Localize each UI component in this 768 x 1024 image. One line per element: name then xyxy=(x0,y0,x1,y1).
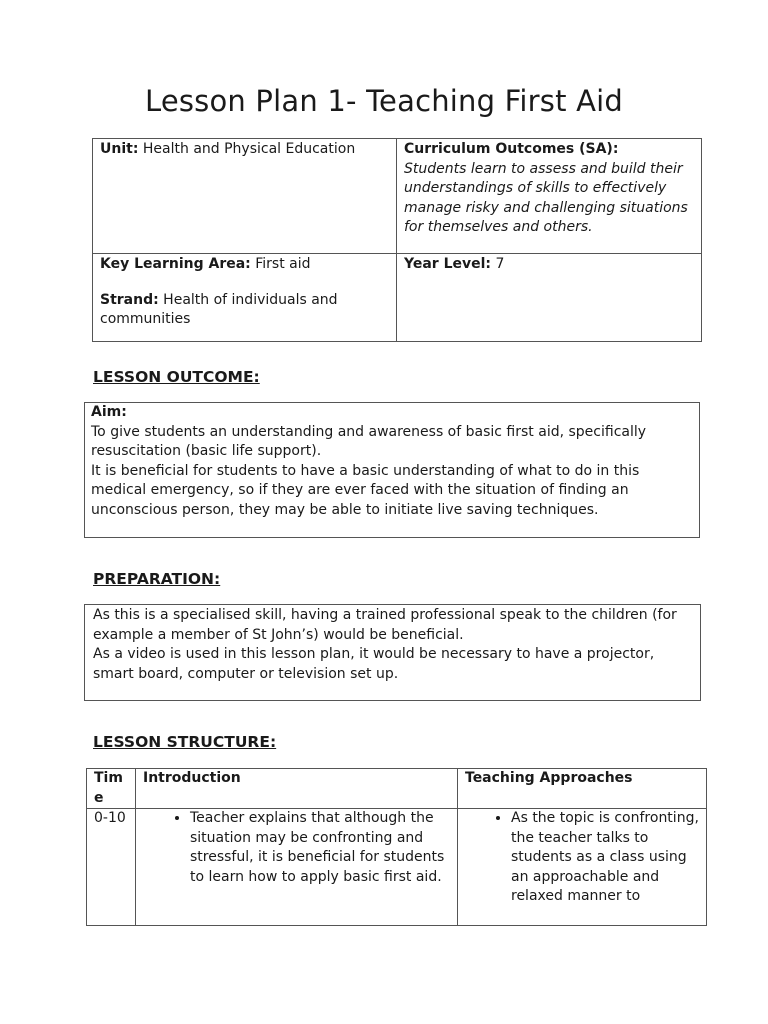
table-row xyxy=(87,809,707,926)
list-item: • As the topic is confronting, the teacher talks to students as a class using an approachable and relaxed manner to xyxy=(511,809,699,907)
aim-text-1: To give students an understanding and awareness of basic first aid, specifically resuscitation (basic life support). xyxy=(91,423,647,459)
preparation-text-1: As this is a specialised skill, having a trained professional speak to the children (for example a member of St John’s) would be beneficial. xyxy=(93,607,677,643)
row-time: 0-10 xyxy=(87,809,136,926)
curriculum-cell xyxy=(397,139,702,254)
lesson-structure-table xyxy=(86,768,707,926)
aim-box xyxy=(84,402,700,538)
preparation-heading: PREPARATION: xyxy=(93,570,221,588)
kla-cell xyxy=(93,254,397,342)
curriculum-value: Students learn to assess and build their understandings of skills to effectively manage risky and challenging situations for themselves and others. xyxy=(404,160,688,235)
preparation-box xyxy=(84,604,701,701)
unit-label: Unit: xyxy=(100,141,139,157)
info-row-kla xyxy=(93,254,702,342)
lesson-structure-heading: LESSON STRUCTURE: xyxy=(93,733,277,751)
year-label: Year Level: xyxy=(404,256,492,272)
lesson-outcome-heading: LESSON OUTCOME: xyxy=(93,368,260,386)
kla-label: Key Learning Area: xyxy=(100,256,251,272)
strand-label: Strand: xyxy=(100,291,159,308)
preparation-text-2: As a video is used in this lesson plan, it would be necessary to have a projector, smart board, computer or television set up. xyxy=(93,646,655,682)
year-value: 7 xyxy=(495,256,505,272)
row-teaching-approach xyxy=(458,809,707,926)
info-row-unit xyxy=(93,139,702,254)
year-cell xyxy=(397,254,702,342)
curriculum-label: Curriculum Outcomes (SA): xyxy=(404,141,619,157)
col-time-header: Time xyxy=(87,769,136,809)
row-introduction xyxy=(136,809,458,926)
col-teaching-approaches-header: Teaching Approaches xyxy=(458,769,707,809)
aim-label: Aim: xyxy=(91,404,127,420)
page-title: Lesson Plan 1- Teaching First Aid xyxy=(144,84,624,118)
aim-text-2: It is beneficial for students to have a basic understanding of what to do in this medical emergency, so if they are ever faced with the situation of finding an unconscious person, they may be able to initiate live saving techniques. xyxy=(91,462,640,518)
lesson-info-table xyxy=(92,138,702,342)
structure-header-row xyxy=(87,769,707,809)
col-introduction-header: Introduction xyxy=(136,769,458,809)
strand-value: Health of individuals and communities xyxy=(100,291,338,327)
unit-value: Health and Physical Education xyxy=(142,141,356,157)
kla-value: First aid xyxy=(255,256,311,272)
list-item: • Teacher explains that although the situation may be confronting and stressful, it is beneficial for students to learn how to apply basic first aid. xyxy=(190,809,450,887)
unit-cell xyxy=(93,139,397,254)
